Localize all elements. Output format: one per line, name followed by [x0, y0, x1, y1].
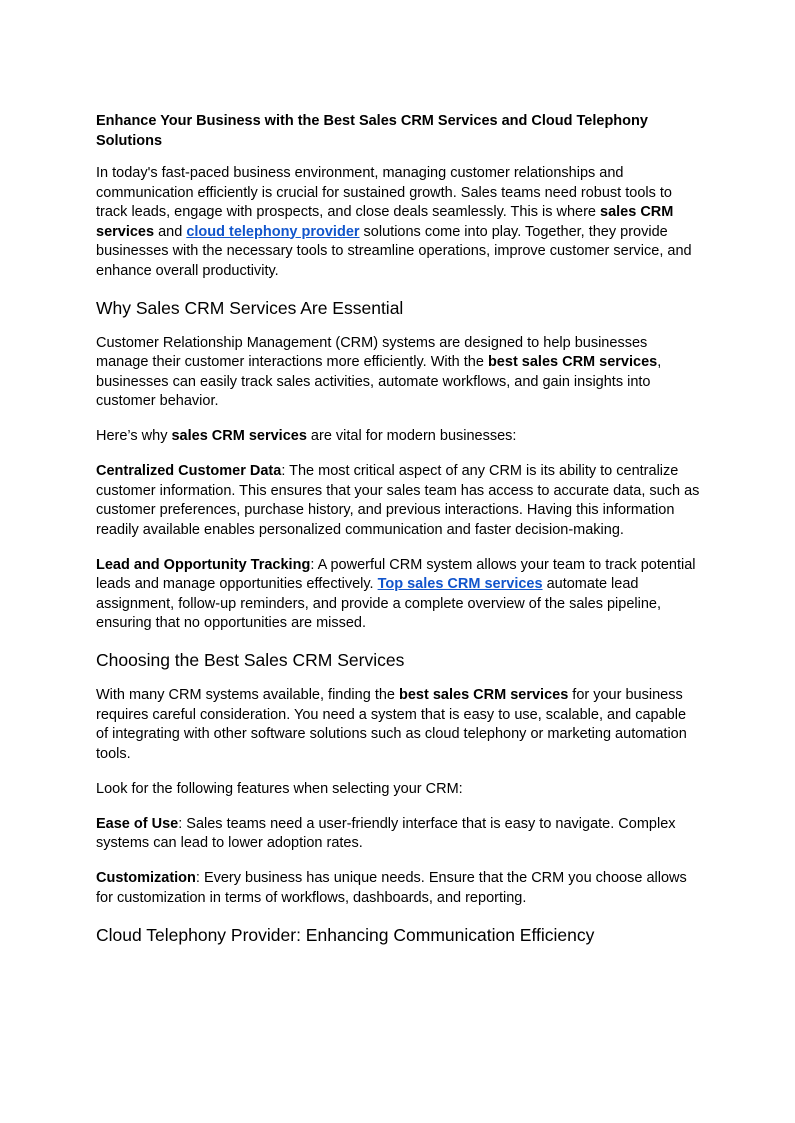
choosing-crm-text-1: With many CRM systems available, finding the: [96, 687, 399, 703]
customization-paragraph: [96, 869, 701, 908]
choosing-crm-bold: best sales CRM services: [399, 687, 569, 703]
intro-paragraph: [96, 164, 701, 281]
section-heading-cloud-telephony: Cloud Telephony Provider: Enhancing Communication Efficiency: [96, 924, 595, 945]
why-crm-text-2: , businesses can easily track sales activities, automate workflows, and gain insights into customer behavior.: [96, 354, 662, 409]
intro-text-3: solutions come into play. Together, they provide businesses with the necessary tools to streamline operations, improve customer service, and enhance overall productivity.: [96, 223, 692, 279]
choosing-crm-paragraph: [96, 686, 701, 764]
lead-tracking-label: Lead and Opportunity Tracking: [96, 556, 311, 573]
customization-text: : Every business has unique needs. Ensure that the CRM you choose allows for customization in terms of workflows, dashboards, and reporting.: [96, 870, 687, 906]
choosing-crm-text-2: for your business requires careful consideration. You need a system that is easy to use, scalable, and capable of integrating with other software solutions such as cloud telephony or marketing automation tools.: [96, 687, 687, 762]
ease-of-use-text: : Sales teams need a user-friendly interface that is easy to navigate. Complex systems can lead to lower adoption rates.: [96, 815, 676, 851]
heres-why-text-1: Here’s why: [96, 428, 172, 444]
why-crm-bold: best sales CRM services: [487, 354, 658, 370]
cloud-telephony-provider-link[interactable]: cloud telephony provider: [186, 223, 360, 240]
features-intro-paragraph: Look for the following features when selecting your CRM:: [96, 780, 463, 797]
ease-of-use-label: Ease of Use: [96, 815, 179, 832]
ease-of-use-paragraph: [96, 815, 701, 854]
top-sales-crm-services-link[interactable]: Top sales CRM services: [377, 576, 543, 592]
heres-why-bold: sales CRM services: [171, 428, 307, 444]
why-crm-paragraph: [96, 334, 701, 412]
centralized-data-label: Centralized Customer Data: [96, 463, 282, 479]
lead-tracking-text-2: automate lead assignment, follow-up reminders, and provide a complete overview of the sales pipeline, ensuring that no opportunities are missed.: [96, 576, 661, 631]
heres-why-paragraph: [96, 427, 701, 447]
lead-tracking-paragraph: [96, 556, 701, 634]
intro-text-2: and: [154, 223, 187, 240]
document-page: [96, 112, 701, 961]
section-heading-why-crm: Why Sales CRM Services Are Essential: [96, 297, 404, 318]
document-title: Enhance Your Business with the Best Sales CRM Services and Cloud Telephony Solutions: [96, 113, 648, 149]
section-heading-choosing-crm: Choosing the Best Sales CRM Services: [96, 650, 405, 670]
intro-bold-sales-crm: sales CRM services: [96, 204, 674, 240]
centralized-data-text: : The most critical aspect of any CRM is its ability to centralize customer information. This ensures that your sales team has access to accurate data, such as customer preferences, purchase history, and previous interactions. Having this information readily available enables personalized communication and faster decision-making.: [96, 463, 700, 538]
centralized-data-paragraph: [96, 462, 701, 540]
lead-tracking-text-1: : A powerful CRM system allows your team to track potential leads and manage opportunities effectively.: [96, 556, 696, 592]
customization-label: Customization: [96, 870, 196, 886]
heres-why-text-2: are vital for modern businesses:: [306, 428, 517, 444]
why-crm-text-1: Customer Relationship Management (CRM) systems are designed to help businesses manage their customer interactions more efficiently. With the: [96, 334, 648, 370]
intro-text-1: In today's fast-paced business environment, managing customer relationships and communication efficiently is crucial for sustained growth. Sales teams need robust tools to track leads, engage with prospects, and close deals seamlessly. This is where: [96, 165, 672, 220]
